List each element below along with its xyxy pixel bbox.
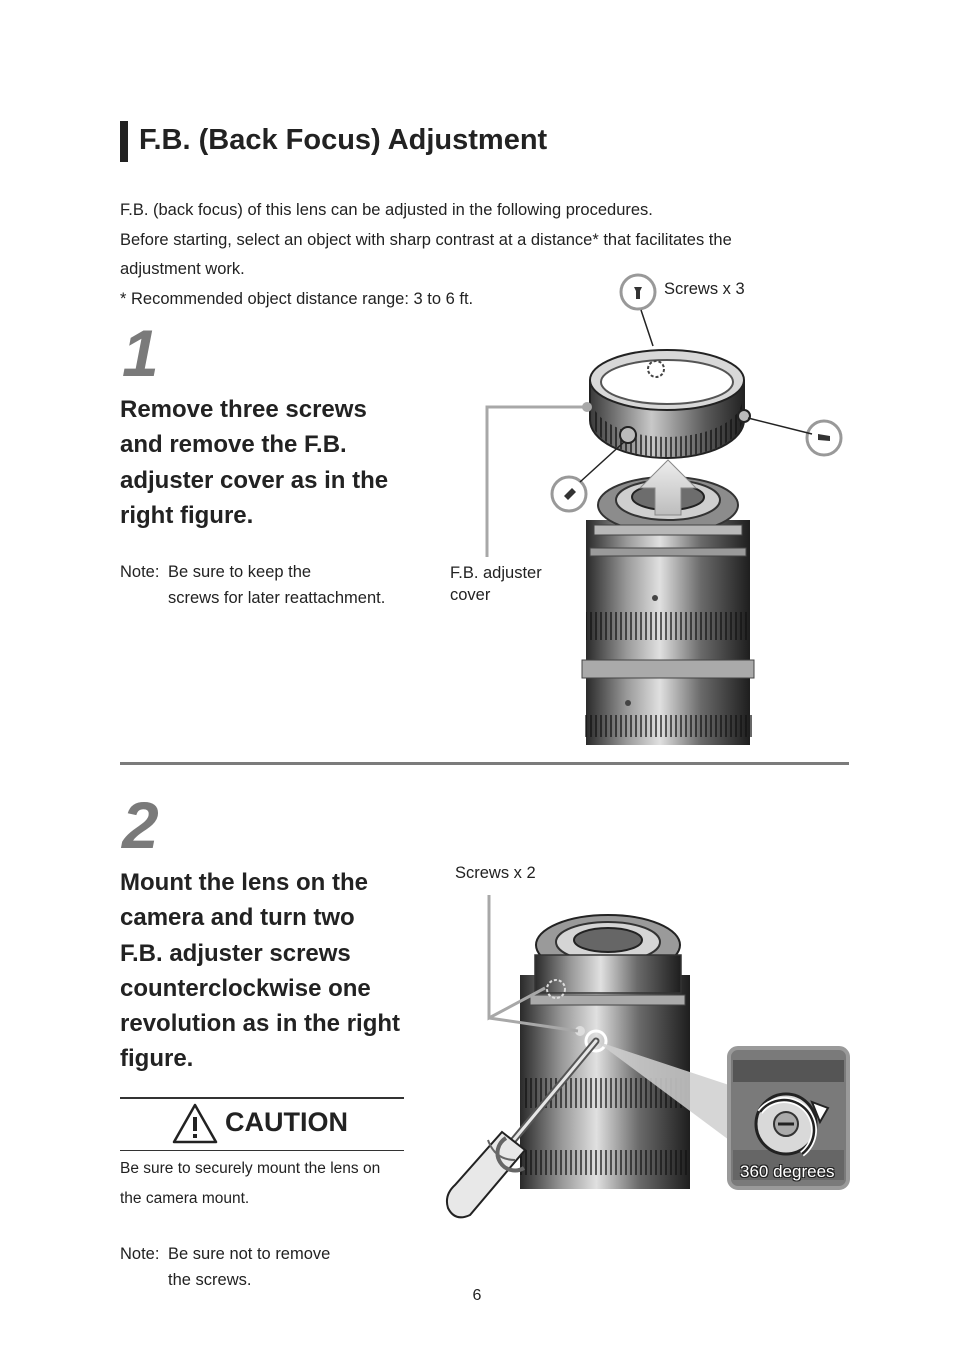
step-2-line: camera and turn two [120, 904, 355, 932]
page-title: F.B. (Back Focus) Adjustment [139, 124, 548, 156]
step-1-line: right figure. [120, 501, 254, 529]
page-number: 6 [472, 1287, 482, 1304]
step-2-line: revolution as in the right [120, 1010, 401, 1038]
step-2-line: Mount the lens on the [120, 869, 368, 896]
screws-x2-label: Screws x 2 [455, 864, 536, 882]
intro-line: Before starting, select an object with sharp contrast at a distance* that facilitates the [120, 230, 732, 249]
intro-line: * Recommended object distance range: 3 to 6 ft. [120, 289, 474, 308]
step-2-line: counterclockwise one [120, 974, 371, 1002]
caution-line: Be sure to securely mount the lens on [120, 1160, 381, 1177]
step-1-number: 1 [122, 316, 159, 390]
note-text: Be sure not to remove [168, 1245, 331, 1263]
step-2-line: figure. [120, 1045, 194, 1073]
step-2-number: 2 [122, 788, 159, 862]
fb-cover-label-line: F.B. adjuster [450, 564, 542, 582]
note-text: screws for later reattachment. [168, 588, 386, 607]
note-label: Note: [120, 563, 160, 581]
intro-line: F.B. (back focus) of this lens can be adjusted in the following procedures. [120, 201, 653, 219]
caution-line: the camera mount. [120, 1189, 250, 1207]
caution-title: CAUTION [225, 1107, 348, 1137]
note-text: Be sure to keep the [168, 563, 312, 581]
intro-line: adjustment work. [120, 260, 245, 278]
rotation-label: 360 degrees [740, 1162, 835, 1181]
note-label: Note: [120, 1245, 160, 1263]
note-text: the screws. [168, 1270, 252, 1289]
step-2-line: F.B. adjuster screws [120, 939, 351, 967]
screws-x3-label: Screws x 3 [664, 280, 745, 298]
step-1-line: Remove three screws [120, 396, 367, 423]
step-1-line: adjuster cover as in the [120, 466, 389, 494]
lens-body [520, 915, 690, 1189]
fb-cover-label-line: cover [450, 586, 491, 604]
step-1-line: and remove the F.B. [120, 431, 347, 459]
